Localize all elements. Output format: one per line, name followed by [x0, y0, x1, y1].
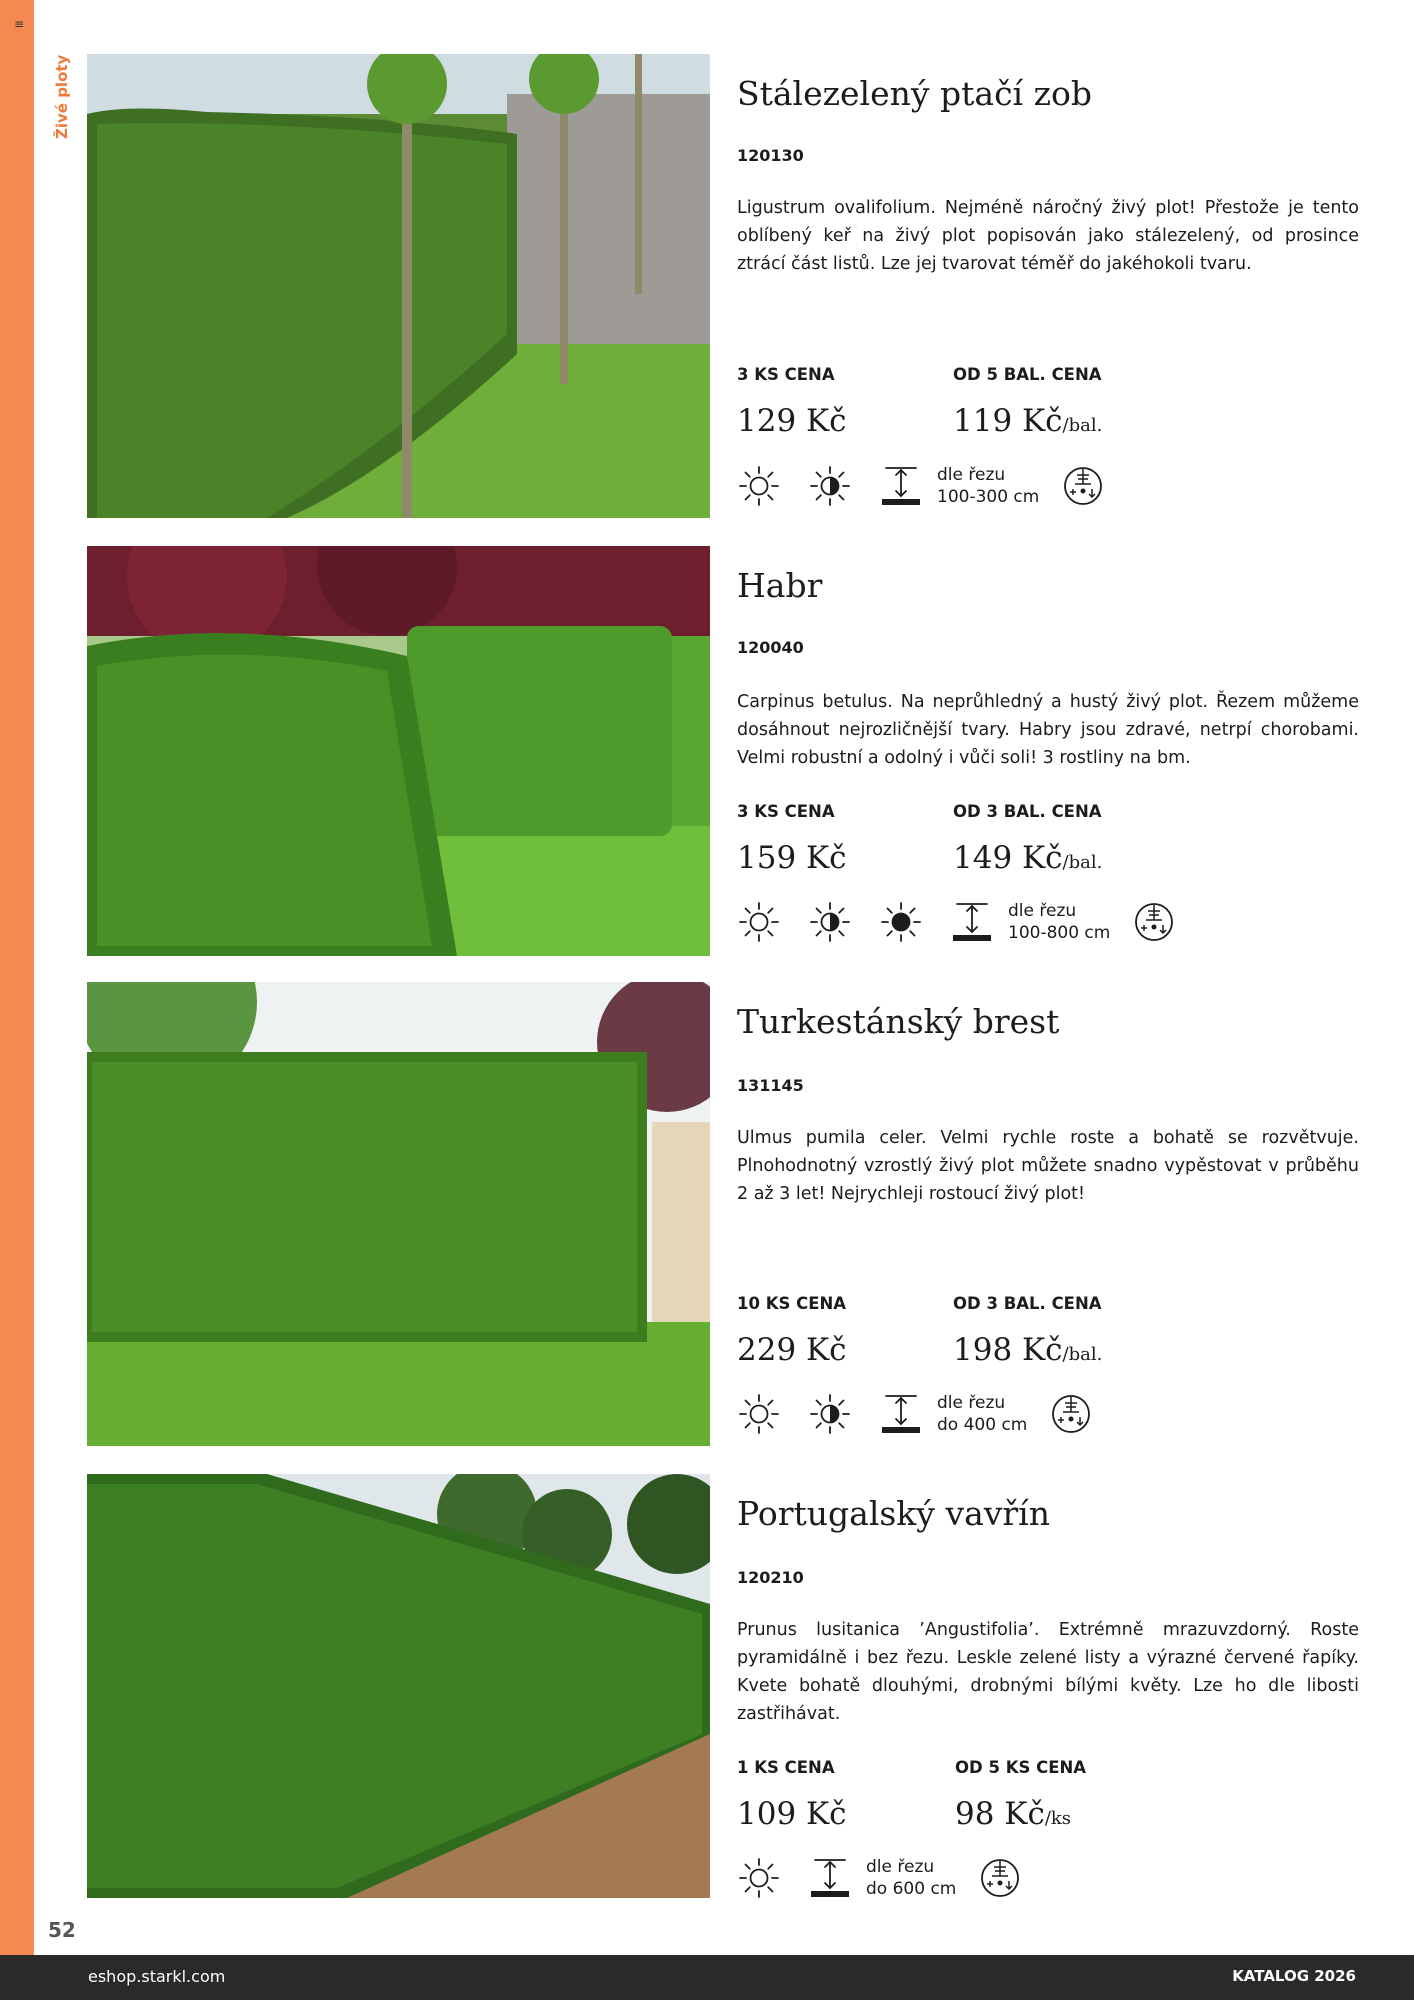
price-small: 159 Kč: [737, 840, 847, 876]
price-label-small: 3 KS CENA: [737, 365, 835, 384]
frost-hardy-icon: [1061, 464, 1105, 508]
product-title: Stálezelený ptačí zob: [737, 74, 1092, 113]
price-bulk-unit: /bal.: [1062, 415, 1103, 436]
product-code: 120040: [737, 638, 804, 657]
side-accent-strip: [0, 0, 34, 1955]
product-title: Turkestánský brest: [737, 1002, 1060, 1041]
product-card: [87, 1474, 1367, 1898]
height-line2: 100-800 cm: [1008, 923, 1111, 943]
height-line2: do 400 cm: [937, 1415, 1028, 1435]
product-photo: [87, 54, 710, 518]
product-photo: [87, 982, 710, 1446]
product-photo: [87, 1474, 710, 1898]
sun-icon: [737, 1856, 781, 1900]
care-icons: [737, 1856, 1049, 1900]
care-icons: [737, 1392, 1120, 1436]
half-shade-icon: [808, 900, 852, 944]
menu-icon[interactable]: ≡: [14, 17, 25, 31]
height-line2: do 600 cm: [866, 1879, 957, 1899]
half-shade-icon: [808, 1392, 852, 1436]
full-shade-icon: [879, 900, 923, 944]
product-title: Portugalský vavřín: [737, 1494, 1050, 1533]
footer-catalog-label: KATALOG 2026: [1232, 1967, 1356, 1985]
price-bulk-value: 149 Kč: [953, 840, 1063, 876]
height-info: [950, 900, 1110, 944]
frost-hardy-icon: [978, 1856, 1022, 1900]
height-info: [808, 1856, 956, 1900]
price-label-small: 10 KS CENA: [737, 1294, 847, 1313]
product-card: [87, 546, 1367, 956]
height-icon: [950, 900, 994, 944]
sun-icon: [737, 1392, 781, 1436]
product-code: 120130: [737, 146, 804, 165]
product-code: 131145: [737, 1076, 804, 1095]
height-line2: 100-300 cm: [937, 487, 1040, 507]
height-text: [937, 464, 1039, 508]
price-bulk-value: 98 Kč: [955, 1796, 1045, 1832]
section-label: Živé ploty: [53, 55, 71, 140]
height-line1: dle řezu: [937, 1393, 1006, 1413]
price-bulk-unit: /bal.: [1062, 852, 1103, 873]
price-label-bulk: OD 5 BAL. CENA: [953, 365, 1102, 384]
product-description: Ulmus pumila celer. Velmi rychle roste a bohatě se rozvětvuje. Plnohodnotný vzrostlý živý plot můžete snadno vypěstovat v průběhu 2 až 3 let! Nejrychleji rostoucí živý plot!: [737, 1128, 1359, 1204]
care-icons: [737, 464, 1132, 508]
height-icon: [879, 1392, 923, 1436]
product-description: Ligustrum ovalifolium. Nejméně náročný živý plot! Přestože je tento oblíbený keř na živý plot popisován jako stálezelený, od prosince ztrácí část listů. Lze jej tvarovat téměř do jakéhokoli tvaru.: [737, 198, 1359, 274]
price-bulk-value: 119 Kč: [953, 403, 1063, 439]
height-line1: dle řezu: [1008, 901, 1077, 921]
product-title: Habr: [737, 566, 823, 605]
price-label-bulk: OD 5 KS CENA: [955, 1758, 1087, 1777]
product-description: Carpinus betulus. Na neprůhledný a hustý živý plot. Řezem můžeme dosáhnout nejrozličnější tvary. Habry jsou zdravé, netrpí chorobami. Velmi robustní a odolný i vůči soli! 3 rostliny na bm.: [737, 692, 1359, 768]
price-small: 229 Kč: [737, 1332, 847, 1368]
height-text: [866, 1856, 956, 1900]
height-line1: dle řezu: [866, 1857, 935, 1877]
price-bulk-unit: /bal.: [1062, 1344, 1103, 1365]
price-small: 109 Kč: [737, 1796, 847, 1832]
sun-icon: [737, 900, 781, 944]
frost-hardy-icon: [1049, 1392, 1093, 1436]
product-description: Prunus lusitanica ’Angustifolia’. Extrémně mrazuvzdorný. Roste pyramidálně i bez řezu. Leskle zelené listy a výrazné červené řapíky. Kvete bohatě dlouhými, drobnými bílými květy. Lze ho dle libosti zastřihávat.: [737, 1620, 1359, 1724]
price-bulk-value: 198 Kč: [953, 1332, 1063, 1368]
sun-icon: [737, 464, 781, 508]
height-line1: dle řezu: [937, 465, 1006, 485]
product-card: [87, 54, 1367, 518]
price-label-small: 3 KS CENA: [737, 802, 835, 821]
price-bulk: [953, 840, 1102, 876]
height-icon: [808, 1856, 852, 1900]
height-text: [1008, 900, 1110, 944]
price-bulk-unit: /ks: [1044, 1808, 1072, 1829]
product-code: 120210: [737, 1568, 804, 1587]
footer-website-link[interactable]: eshop.starkl.com: [88, 1967, 226, 1986]
height-info: [879, 464, 1039, 508]
price-label-small: 1 KS CENA: [737, 1758, 835, 1777]
page-number: 52: [48, 1918, 76, 1942]
price-label-bulk: OD 3 BAL. CENA: [953, 1294, 1102, 1313]
product-card: [87, 982, 1367, 1446]
height-info: [879, 1392, 1027, 1436]
price-small: 129 Kč: [737, 403, 847, 439]
price-bulk: [953, 403, 1102, 439]
frost-hardy-icon: [1132, 900, 1176, 944]
height-text: [937, 1392, 1027, 1436]
product-photo: [87, 546, 710, 956]
half-shade-icon: [808, 464, 852, 508]
price-bulk: [953, 1332, 1102, 1368]
care-icons: [737, 900, 1203, 944]
price-bulk: [955, 1796, 1071, 1832]
price-label-bulk: OD 3 BAL. CENA: [953, 802, 1102, 821]
height-icon: [879, 464, 923, 508]
footer-bar: [0, 1955, 1414, 2000]
